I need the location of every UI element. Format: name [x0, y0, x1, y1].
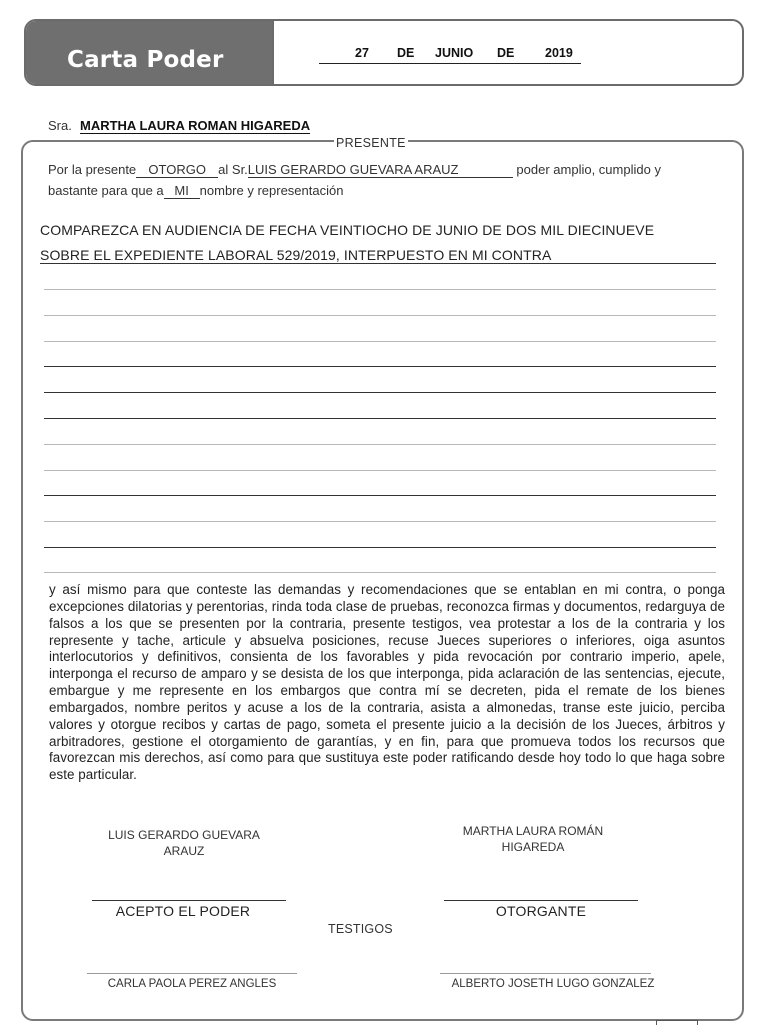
grantor-name-line-2: HIGAREDA [501, 840, 565, 854]
date-day: 27 [355, 46, 369, 60]
date-month: JUNIO [435, 46, 474, 60]
mi-field: MI [164, 184, 200, 199]
witness2-name: ALBERTO JOSETH LUGO GONZALEZ [451, 978, 655, 990]
blank-line [44, 289, 716, 290]
witness1-signature-line [87, 973, 297, 974]
attorney-signature-name [84, 827, 284, 859]
blank-line [44, 521, 716, 522]
blank-line [44, 572, 716, 573]
intro-text-2: al Sr. [218, 162, 248, 177]
intro-text-5: nombre y representación [199, 183, 344, 198]
attorney-role: ACEPTO EL PODER [115, 903, 251, 919]
attorney-signature-line [92, 900, 286, 901]
grantor-signature-line [444, 900, 638, 901]
intro-line-2 [48, 183, 343, 199]
intro-line-1 [48, 162, 661, 178]
document-title: Carta Poder [67, 47, 224, 73]
grantor-signature-name [433, 823, 633, 855]
otorgo-field: OTORGO [136, 163, 218, 178]
date-de-1: DE [397, 46, 415, 60]
blank-line [44, 392, 716, 393]
intro-text-3: poder amplio, cumplido y [516, 162, 661, 177]
date-year: 2019 [545, 46, 573, 60]
blank-line [44, 315, 716, 316]
recipient-name: MARTHA LAURA ROMAN HIGAREDA [80, 118, 311, 133]
main-box [21, 140, 744, 1021]
page-corner-mark [656, 1020, 698, 1025]
recipient-prefix: Sra. [48, 118, 72, 133]
blank-line [44, 495, 716, 496]
header-box [24, 19, 744, 86]
blank-line [44, 341, 716, 342]
blank-line [44, 547, 716, 548]
blank-line [44, 444, 716, 445]
blank-line [44, 418, 716, 419]
witness2-signature-line [440, 973, 651, 974]
attorney-name-line-1: LUIS GERARDO GUEVARA [108, 828, 260, 842]
attorney-name-line-2: ARAUZ [163, 844, 205, 858]
date-de-2: DE [497, 46, 515, 60]
legal-text: y así mismo para que conteste las demandas y recomendaciones que se entablan en mi contra, o ponga excepciones dilatorias y perentorias, rinda toda clase de pruebas, reconozca firmas y documentos, redarguya de falsos a los que se presenten por la contraria, presente testigos, vea protestar a los de la contraria y los represente y tache, articule y absuelva posiciones, recuse Jueces superiores o inferiores, oiga asuntos interlocutorios y definitivos, consienta de los favorables y pida revocación por contrario imperio, apele, interponga el recurso de amparo y se desista de los que interponga, pida aclaración de las sentencias, ejecute, embargue y me represente en los embargos que contra mí se decreten, pida el remate de los bienes embargados, nombre peritos y acuse a los de la contraria, asista a almonedas, transe este juicio, perciba valores y otorgue recibos y cartas de pago, someta el presente juicio a la decisión de los Jueces, árbitros y arbitradores, gestione el otorgamiento de garantías, y en fin, para que promueva todos los recursos que favorezcan mis derechos, así como para que sustituya este poder ratificando desde hoy todo lo que haga sobre este particular. [49, 582, 725, 783]
intro-text-1: Por la presente [48, 162, 137, 177]
grantor-role: OTORGANTE [495, 903, 587, 919]
title-cell [26, 21, 274, 84]
witnesses-label: TESTIGOS [328, 922, 393, 936]
blank-line [44, 470, 716, 471]
witness1-name: CARLA PAOLA PEREZ ANGLES [107, 978, 277, 990]
intro-text-4: bastante para que a [48, 183, 164, 198]
presente-label: PRESENTE [336, 136, 406, 150]
grantor-name-line-1: MARTHA LAURA ROMÁN [462, 824, 604, 838]
purpose-line-2: SOBRE EL EXPEDIENTE LABORAL 529/2019, INTERPUESTO EN MI CONTRA [40, 247, 716, 264]
purpose-line-1: COMPAREZCA EN AUDIENCIA DE FECHA VEINTIOCHO DE JUNIO DE DOS MIL DIECINUEVE [40, 222, 655, 238]
attorney-field: LUIS GERARDO GUEVARA ARAUZ [248, 163, 513, 178]
blank-line [44, 366, 716, 367]
